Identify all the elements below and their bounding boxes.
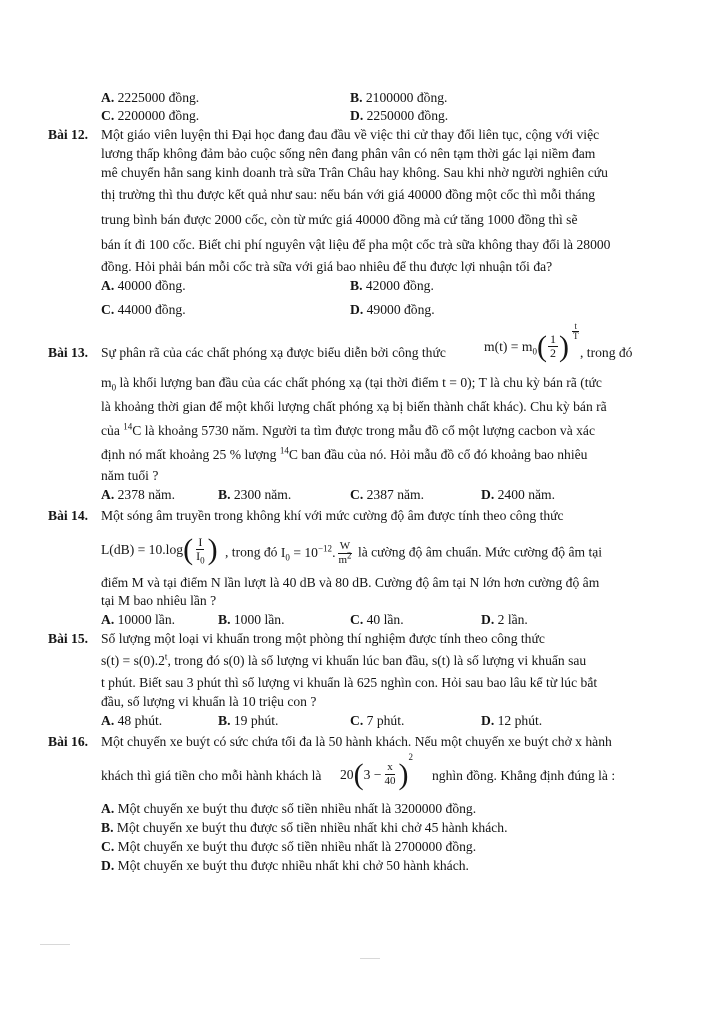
scan-mark [40,944,70,945]
q13-text-3: là khoảng thời gian để một khối lượng chất phóng xạ bị biến thành chất khác). Chu kỳ bán rã [101,399,607,414]
q15-option-c: C. 7 phút. [350,713,405,728]
q15-text-1: Số lượng một loại vi khuẩn trong một phòng thí nghiệm được tính theo công thức [101,631,545,646]
q15-label: Bài 15. [48,631,89,646]
q14-label: Bài 14. [48,508,89,523]
q13-text-6: năm tuổi ? [101,468,159,483]
q12-text-5: trung bình bán được 2000 cốc, còn từ mức giá 40000 đồng mà cứ tăng 1000 đồng thì sẽ [101,212,578,227]
prev-option-b: B. 2100000 đồng. [350,90,448,105]
q16-option-c: C. Một chuyến xe buýt thu được số tiền nhiều nhất là 2700000 đồng. [101,839,477,854]
q16-text-2-start: khách thì giá tiền cho mỗi hành khách là [101,768,322,783]
prev-option-d: D. 2250000 đồng. [350,108,449,123]
q14-text-3: điểm M và tại điểm N lần lượt là 40 dB và 80 dB. Cường độ âm tại N lớn hơn cường độ âm [101,575,600,590]
q13-text-1: Sự phân rã của các chất phóng xạ được biểu diễn bởi công thức [101,345,446,360]
q12-text-1: Một giáo viên luyện thi Đại học đang đau đầu về việc thi cử thay đổi liên tục, cộng với việc [101,127,600,142]
q13-option-d: D. 2400 năm. [481,487,556,502]
q13-option-a: A. 2378 năm. [101,487,176,502]
q14-text-4: tại M bao nhiêu lần ? [101,593,217,608]
q15-text-2: $s(t) = s(0).2^t$, trong đó s(0) là số lượng vi khuẩn lúc ban đầu, s(t) là số lượng vi khuẩn sau [101,651,587,668]
q14-text-1: Một sóng âm truyền trong không khí với mức cường độ âm được tính theo công thức [101,508,564,523]
prev-option-a: A. 2225000 đồng. [101,90,200,105]
q12-option-c: C. 44000 đồng. [101,302,186,317]
q14-text-2: , trong đó $I_0 = 10^{-12}$. $\frac{W}{m^2}$ là cường độ âm chuẩn. Mức cường độ âm tại [225,540,603,566]
q12-text-7: đồng. Hỏi phải bán mỗi cốc trà sữa với giá bao nhiêu để thu được lợi nhuận tối đa? [101,259,553,274]
q15-option-b: B. 19 phút. [218,713,279,728]
q14-option-c: C. 40 lần. [350,612,404,627]
q13-option-c: C. 2387 năm. [350,487,425,502]
q15-text-3: t phút. Biết sau 3 phút thì số lượng vi khuẩn là 625 nghìn con. Hỏi sau bao lâu kể từ lúc bắt [101,675,598,690]
q13-text-5: định nó mất khoảng 25 % lượng $^{14}$C ban đầu của nó. Hỏi mẫu đồ cổ đó khoảng bao nhiêu [101,445,588,462]
q12-text-3: mê chuyển hẳn sang kinh doanh trà sữa Trân Châu hay không. Sau khi nhờ người nghiên cứu [101,165,608,180]
q12-text-2: lương thấp không đảm bảo cuộc sống nên đang phân vân có nên tạm thời gác lại niềm đam [101,146,596,161]
q13-formula: $m(t) = m_0$( $\frac{1}{2}$ ) $^{\frac{t}{T}}$ [484,321,579,363]
q16-formula: 20(3 − $\frac{x}{40}$ )$^2$ [340,752,413,791]
q16-text-2-end: nghìn đồng. Khẳng định đúng là : [432,768,616,783]
q12-option-a: A. 40000 đồng. [101,278,186,293]
q12-text-4: thị trường thì thu được kết quả như sau: nếu bán với giá 40000 đồng một cốc thì mỗi tháng [101,187,596,202]
q13-text-2: $m_0$ là khối lượng ban đầu của các chất phóng xạ (tại thời điểm t = 0); T là chu kỳ bán rã (tức [101,375,602,393]
q14-option-d: D. 2 lần. [481,612,528,627]
q16-option-a: A. Một chuyến xe buýt thu được số tiền nhiều nhất là 3200000 đồng. [101,801,477,816]
q16-option-d: D. Một chuyến xe buýt thu được nhiều nhất khi chở 50 hành khách. [101,858,469,873]
q16-text-1: Một chuyến xe buýt có sức chứa tối đa là 50 hành khách. Nếu một chuyến xe buýt chở x hành [101,734,612,749]
q12-option-b: B. 42000 đồng. [350,278,434,293]
prev-option-c: C. 2200000 đồng. [101,108,200,123]
q13-text-1-end: , trong đó [580,345,633,360]
q12-option-d: D. 49000 đồng. [350,302,435,317]
q12-label: Bài 12. [48,127,89,142]
q15-text-4: đầu, số lượng vi khuẩn là 10 triệu con ? [101,694,317,709]
q13-text-4: của $^{14}$C là khoảng 5730 năm. Người ta tìm được trong mẫu đồ cổ một lượng cacbon và xác [101,421,595,438]
q16-label: Bài 16. [48,734,89,749]
q14-formula-L: L(dB) = 10.log( $\frac{I}{I_0}$ ) [101,532,218,566]
scan-mark [360,958,380,959]
q13-label: Bài 13. [48,345,89,360]
q14-option-a: A. 10000 lần. [101,612,176,627]
q15-option-d: D. 12 phút. [481,713,543,728]
q15-option-a: A. 48 phút. [101,713,163,728]
q14-option-b: B. 1000 lần. [218,612,285,627]
q13-option-b: B. 2300 năm. [218,487,292,502]
q12-text-6: bán ít đi 100 cốc. Biết chi phí nguyên vật liệu để pha một cốc trà sữa không thay đổi là 28000 [101,237,611,252]
q16-option-b: B. Một chuyến xe buýt thu được số tiền nhiều nhất khi chở 45 hành khách. [101,820,508,835]
